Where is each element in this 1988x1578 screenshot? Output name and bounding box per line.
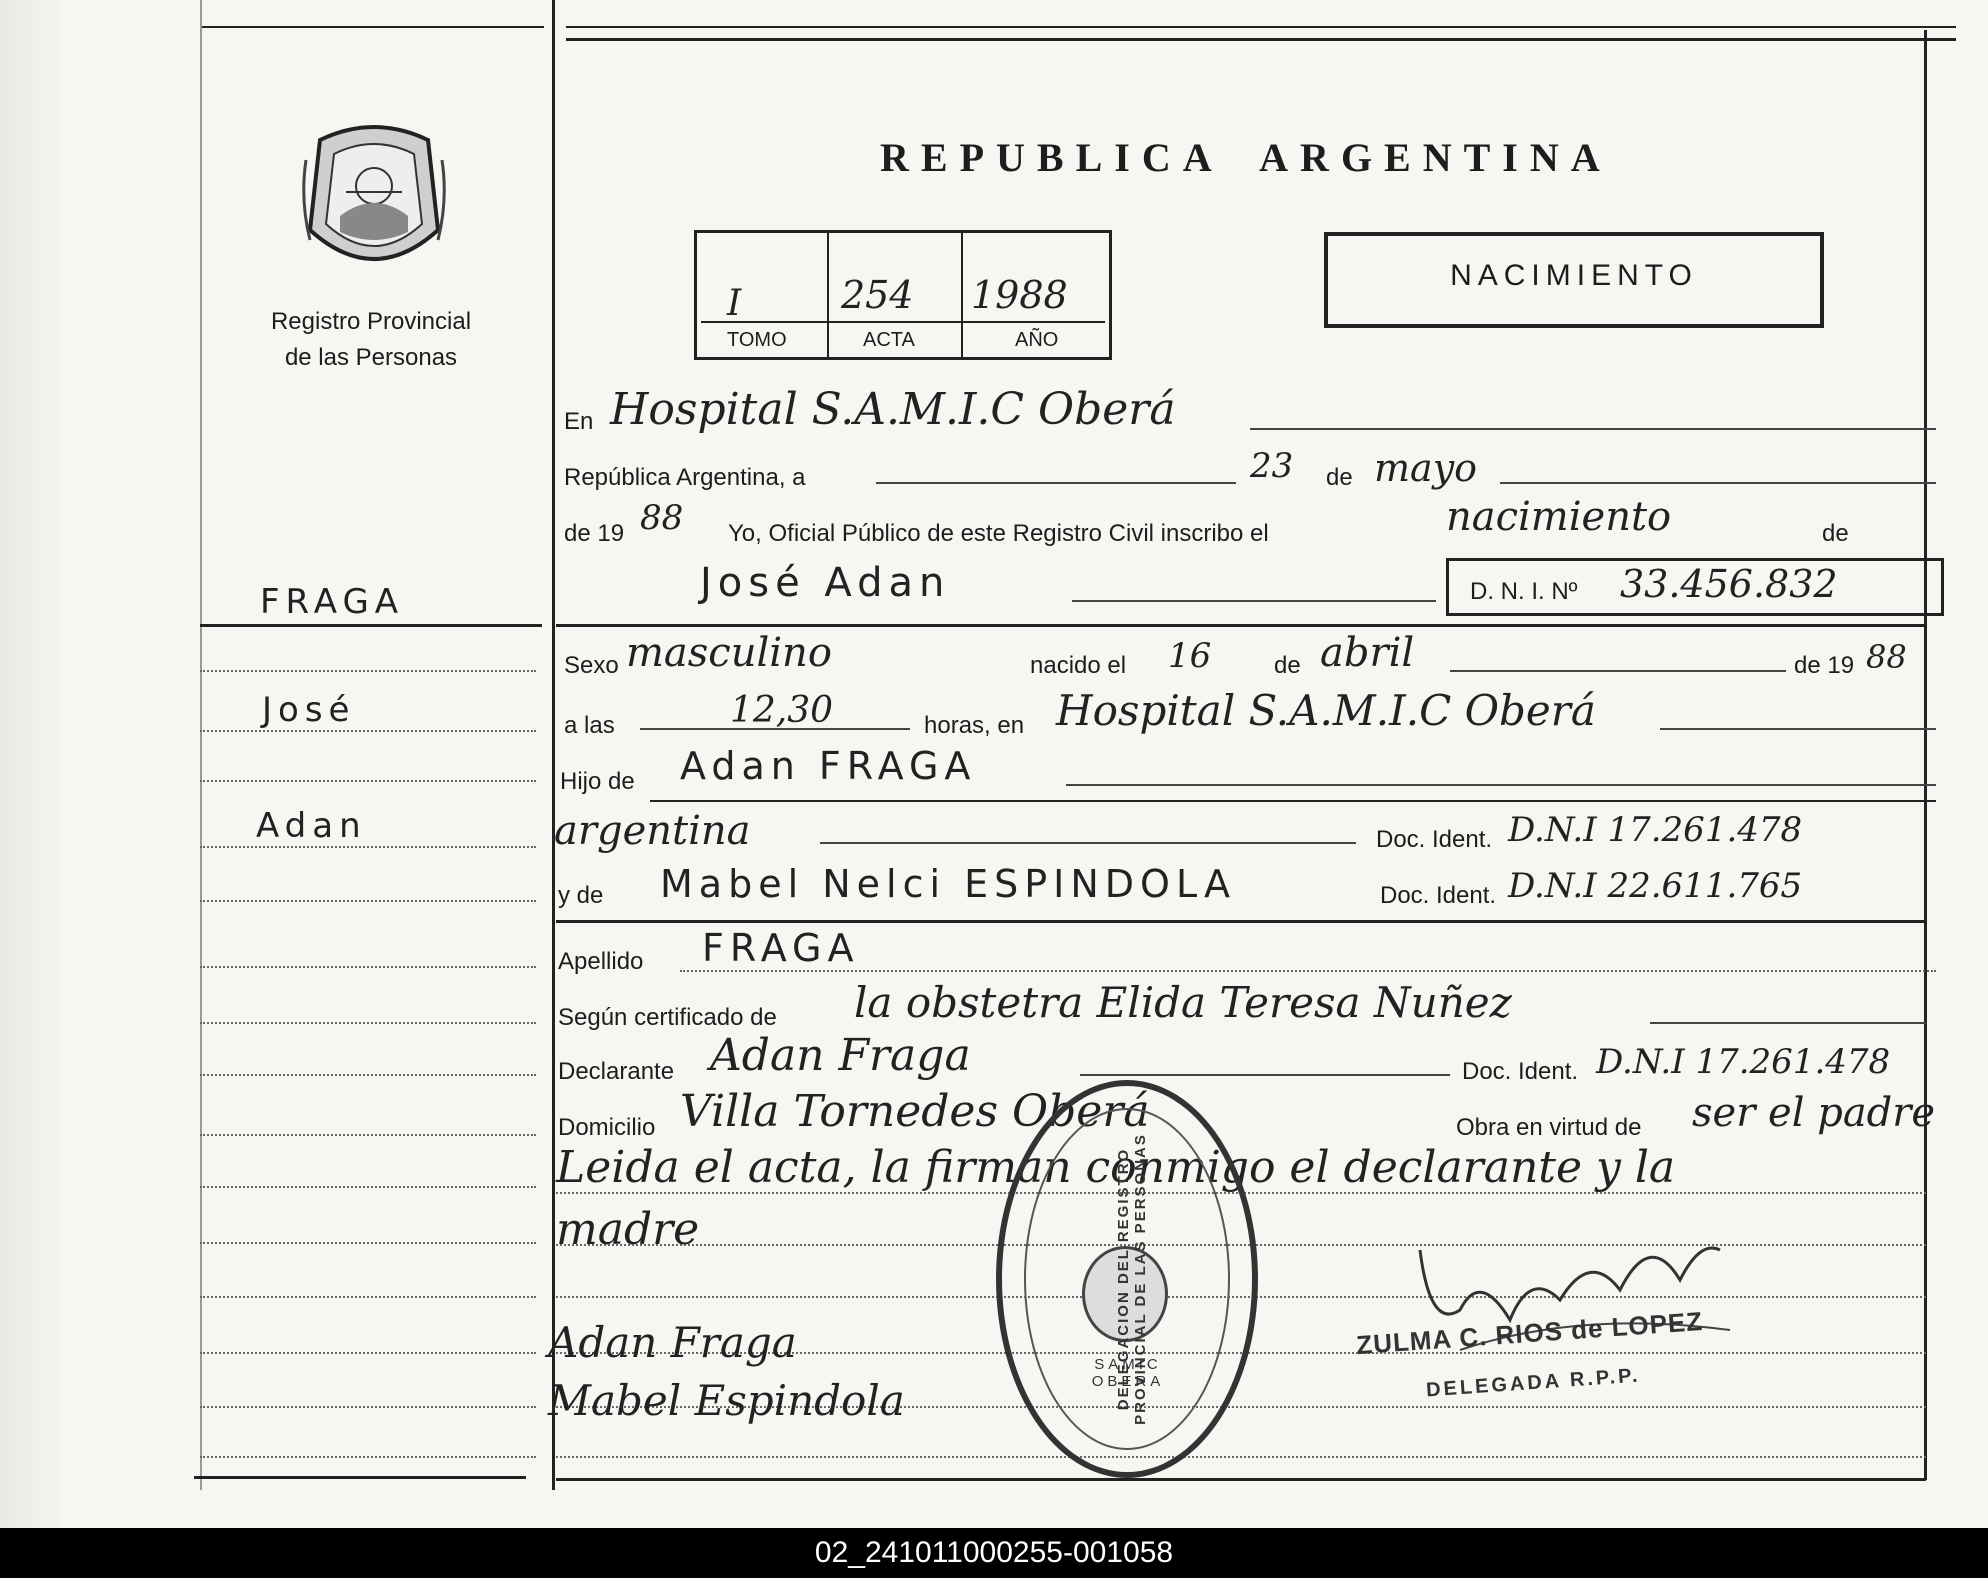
bottom-rule <box>556 1478 1926 1481</box>
sidebar-rule <box>200 624 542 627</box>
sidebar-dotline <box>200 1074 536 1076</box>
line-month <box>1500 482 1936 484</box>
value-birth-place: Hospital S.A.M.I.C Oberá <box>1056 686 1596 735</box>
record-box <box>694 230 1112 360</box>
value-domicilio: Villa Tornedes Oberá <box>680 1086 1150 1137</box>
value-mother-doc: D.N.I 22.611.765 <box>1508 866 1803 906</box>
line-certificate <box>1650 1022 1926 1024</box>
value-nationality: argentina <box>554 808 751 854</box>
value-place: Hospital S.A.M.I.C Oberá <box>610 384 1176 435</box>
label-dni: D. N. I. Nº <box>1470 578 1578 605</box>
right-border <box>1924 30 1927 1480</box>
label-republica: República Argentina, a <box>564 464 806 491</box>
sidebar-dotline <box>200 1134 536 1136</box>
value-note-line2: madre <box>556 1204 700 1255</box>
value-act: nacimiento <box>1446 494 1672 540</box>
line-nationality <box>820 842 1356 844</box>
document-title: REPUBLICA ARGENTINA <box>880 135 1612 180</box>
sidebar-dotline <box>200 1352 536 1354</box>
label-yo-oficial: Yo, Oficial Público de este Registro Civil inscribo el <box>728 520 1269 547</box>
misiones-seal-icon <box>300 120 448 280</box>
value-obra: ser el padre <box>1692 1090 1936 1136</box>
label-a-las: a las <box>564 712 615 739</box>
label-de: de <box>1326 464 1353 491</box>
value-day: 23 <box>1250 446 1294 486</box>
label-de2: de <box>1274 652 1301 679</box>
top-rule-left <box>200 26 544 28</box>
registry-label-line1: Registro Provincial <box>270 308 472 335</box>
sidebar-dotline <box>200 846 536 848</box>
anio-value: 1988 <box>971 273 1068 317</box>
line-birth-place <box>1660 728 1936 730</box>
line-apellido <box>680 970 1936 972</box>
label-doc-ident3: Doc. Ident. <box>1462 1058 1579 1085</box>
label-de-end: de <box>1822 520 1849 547</box>
left-margin <box>200 0 202 1490</box>
value-apellido: FRAGA <box>702 926 860 970</box>
column-divider <box>552 0 555 1490</box>
value-child-name: José Adan <box>700 560 951 606</box>
label-doc-ident2: Doc. Ident. <box>1380 882 1497 909</box>
sidebar-surname: FRAGA <box>260 582 405 622</box>
official-stamp <box>996 1080 1258 1478</box>
signature-mother: Mabel Espindola <box>548 1376 905 1425</box>
value-birth-month: abril <box>1320 630 1415 676</box>
label-obra: Obra en virtud de <box>1456 1114 1642 1141</box>
tomo-value: I <box>727 283 742 324</box>
value-year-suffix: 88 <box>640 498 684 538</box>
value-father-doc: D.N.I 17.261.478 <box>1508 810 1803 850</box>
label-apellido: Apellido <box>558 948 644 975</box>
line-en <box>1250 428 1936 430</box>
top-rule-right <box>566 26 1956 28</box>
value-month: mayo <box>1374 446 1478 490</box>
line-father <box>1066 784 1936 786</box>
official-name: ZULMA C. RIOS de LOPEZ <box>1355 1305 1705 1361</box>
label-hijo-de: Hijo de <box>560 768 635 795</box>
value-certificate: la obstetra Elida Teresa Nuñez <box>854 978 1512 1027</box>
label-nacido-el: nacido el <box>1030 652 1127 679</box>
value-note-line1: Leida el acta, la firman conmigo el declarante y la <box>556 1142 1676 1193</box>
line-declarante <box>1080 1074 1450 1076</box>
stamp-ring-text: DELEGACION DEL REGISTRO PROVINCIAL DE LAS PERSONAS <box>1115 1133 1149 1425</box>
value-declarante-doc: D.N.I 17.261.478 <box>1596 1042 1891 1082</box>
sidebar-dotline <box>200 1456 536 1458</box>
value-declarante: Adan Fraga <box>710 1030 971 1081</box>
signature-father: Adan Fraga <box>548 1318 797 1367</box>
anio-label: AÑO <box>1015 329 1059 351</box>
note-line <box>556 1456 1926 1458</box>
sidebar-dotline <box>200 1022 536 1024</box>
sidebar-dotline <box>200 966 536 968</box>
sidebar-name2: Adan <box>256 806 367 846</box>
stamp-inner-text: SAMIC OBERA <box>1091 1356 1165 1390</box>
sidebar-dotline <box>200 670 536 672</box>
sidebar-dotline <box>200 900 536 902</box>
value-birth-day: 16 <box>1168 636 1212 676</box>
label-y-de: y de <box>558 882 604 909</box>
acta-value: 254 <box>841 273 914 317</box>
label-declarante: Declarante <box>558 1058 675 1085</box>
value-dni: 33.456.832 <box>1620 562 1838 606</box>
line-child <box>1072 600 1436 602</box>
tomo-label: TOMO <box>727 329 787 351</box>
sidebar-bottom-rule <box>194 1476 526 1479</box>
official-title: DELEGADA R.P.P. <box>1425 1364 1642 1402</box>
sidebar-dotline <box>200 730 536 732</box>
label-doc-ident1: Doc. Ident. <box>1376 826 1493 853</box>
top-rule-right-2 <box>566 38 1956 41</box>
sidebar-dotline <box>200 780 536 782</box>
acta-label: ACTA <box>863 329 915 351</box>
registry-label-line2: de las Personas <box>284 344 458 371</box>
label-de19: de 19 <box>1794 652 1855 679</box>
section-rule-1 <box>556 624 1926 627</box>
value-birth-year: 88 <box>1866 638 1907 676</box>
value-sexo: masculino <box>626 630 832 676</box>
sidebar-name1: José <box>262 690 356 730</box>
sidebar-dotline <box>200 1406 536 1408</box>
line-birth-month <box>1450 670 1786 672</box>
sidebar-dotline <box>200 1186 536 1188</box>
image-code-footer: 02_241011000255-001058 <box>0 1528 1988 1578</box>
value-mother: Mabel Nelci ESPINDOLA <box>660 862 1236 906</box>
section-rule-2 <box>556 920 1926 923</box>
sidebar-dotline <box>200 1242 536 1244</box>
line-day <box>876 482 1236 484</box>
line-father-2 <box>650 800 1936 802</box>
label-en: En <box>564 408 594 435</box>
label-domicilio: Domicilio <box>558 1114 656 1141</box>
label-segun: Según certificado de <box>558 1004 777 1031</box>
act-type-box: NACIMIENTO <box>1324 232 1824 328</box>
label-de-year: de 19 <box>564 520 625 547</box>
value-hour: 12,30 <box>730 690 834 731</box>
page-binding <box>0 0 60 1528</box>
label-horas-en: horas, en <box>924 712 1025 739</box>
sidebar-dotline <box>200 1296 536 1298</box>
label-sexo: Sexo <box>564 652 619 679</box>
value-father: Adan FRAGA <box>680 744 977 788</box>
